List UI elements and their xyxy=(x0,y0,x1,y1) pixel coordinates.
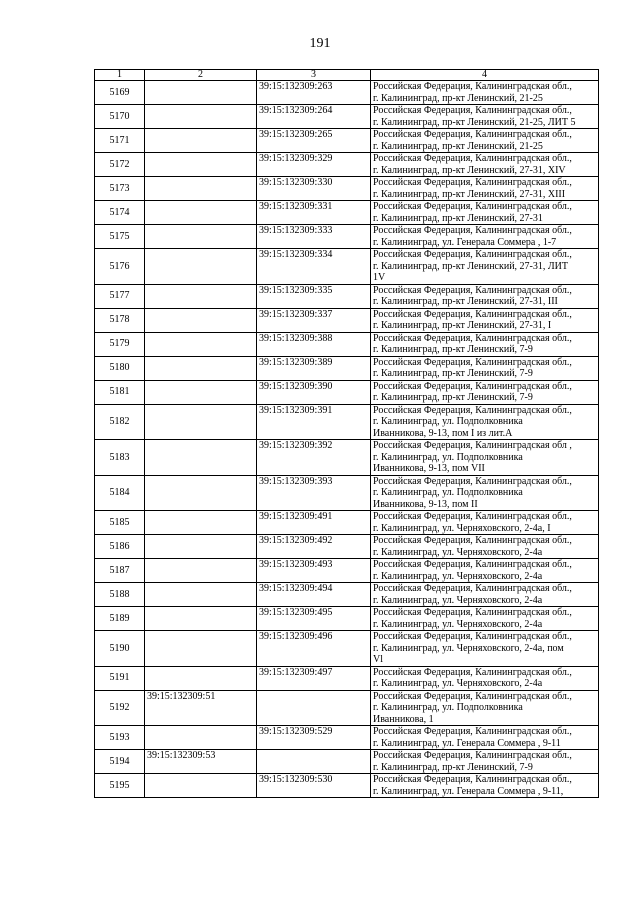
table-row xyxy=(95,356,599,380)
table-row xyxy=(95,690,599,726)
table-row xyxy=(95,631,599,667)
row-number-cell: 5190 xyxy=(95,631,145,667)
address-cell: Российская Федерация, Калининградская обл., г. Калининград, ул. Генерала Соммера , 1-7 xyxy=(371,225,599,249)
column-header: 2 xyxy=(145,70,257,81)
col2-cadastral-cell xyxy=(145,607,257,631)
table-row xyxy=(95,583,599,607)
table-row xyxy=(95,225,599,249)
col2-cadastral-cell xyxy=(145,380,257,404)
cadastral-number-cell: 39:15:132309:494 xyxy=(257,583,371,607)
cadastral-number-cell: 39:15:132309:337 xyxy=(257,308,371,332)
table-row xyxy=(95,666,599,690)
col2-cadastral-cell xyxy=(145,583,257,607)
col2-cadastral-cell xyxy=(145,511,257,535)
cadastral-number-cell: 39:15:132309:491 xyxy=(257,511,371,535)
cadastral-number-cell: 39:15:132309:391 xyxy=(257,404,371,440)
cadastral-number-cell: 39:15:132309:331 xyxy=(257,201,371,225)
row-number-cell: 5185 xyxy=(95,511,145,535)
row-number-cell: 5175 xyxy=(95,225,145,249)
column-header: 1 xyxy=(95,70,145,81)
table-row xyxy=(95,607,599,631)
col2-cadastral-cell xyxy=(145,308,257,332)
row-number-cell: 5170 xyxy=(95,105,145,129)
address-cell: Российская Федерация, Калининградская обл., г. Калининград, пр-кт Ленинский, 27-31, III xyxy=(371,284,599,308)
address-cell: Российская Федерация, Калининградская обл., г. Калининград, пр-кт Ленинский, 27-31, XIII xyxy=(371,177,599,201)
cadastral-number-cell: 39:15:132309:263 xyxy=(257,81,371,105)
address-cell: Российская Федерация, Калининградская обл., г. Калининград, ул. Подполковника Иванникова, 9-13, пом I из лит.А xyxy=(371,404,599,440)
row-number-cell: 5194 xyxy=(95,750,145,774)
row-number-cell: 5182 xyxy=(95,404,145,440)
col2-cadastral-cell xyxy=(145,249,257,285)
address-cell: Российская Федерация, Калининградская обл., г. Калининград, ул. Черняховского, 2-4а xyxy=(371,559,599,583)
cadastral-number-cell: 39:15:132309:393 xyxy=(257,475,371,511)
address-cell: Российская Федерация, Калининградская обл., г. Калининград, пр-кт Ленинский, 27-31, ЛИТ 1V xyxy=(371,249,599,285)
row-number-cell: 5174 xyxy=(95,201,145,225)
row-number-cell: 5180 xyxy=(95,356,145,380)
table-row xyxy=(95,475,599,511)
address-cell: Российская Федерация, Калининградская обл., г. Калининград, пр-кт Ленинский, 7-9 xyxy=(371,356,599,380)
row-number-cell: 5183 xyxy=(95,440,145,476)
table-row xyxy=(95,440,599,476)
col2-cadastral-cell xyxy=(145,475,257,511)
table-row xyxy=(95,105,599,129)
col2-cadastral-cell xyxy=(145,404,257,440)
address-cell: Российская Федерация, Калининградская обл., г. Калининград, ул. Подполковника Иванникова, 1 xyxy=(371,690,599,726)
cadastral-number-cell: 39:15:132309:329 xyxy=(257,153,371,177)
col2-cadastral-cell xyxy=(145,356,257,380)
registry-table xyxy=(94,69,599,798)
row-number-cell: 5195 xyxy=(95,774,145,798)
row-number-cell: 5188 xyxy=(95,583,145,607)
table-row xyxy=(95,750,599,774)
table-row xyxy=(95,153,599,177)
address-cell: Российская Федерация, Калининградская обл., г. Калининград, ул. Черняховского, 2-4а xyxy=(371,607,599,631)
table-row xyxy=(95,774,599,798)
cadastral-number-cell: 39:15:132309:390 xyxy=(257,380,371,404)
col2-cadastral-cell xyxy=(145,153,257,177)
row-number-cell: 5172 xyxy=(95,153,145,177)
row-number-cell: 5193 xyxy=(95,726,145,750)
table-row xyxy=(95,511,599,535)
table-row xyxy=(95,726,599,750)
cadastral-number-cell: 39:15:132309:492 xyxy=(257,535,371,559)
address-cell: Российская Федерация, Калининградская обл., г. Калининград, пр-кт Ленинский, 7-9 xyxy=(371,750,599,774)
col2-cadastral-cell xyxy=(145,631,257,667)
col2-cadastral-cell xyxy=(145,105,257,129)
row-number-cell: 5169 xyxy=(95,81,145,105)
cadastral-number-cell: 39:15:132309:496 xyxy=(257,631,371,667)
cadastral-number-cell: 39:15:132309:333 xyxy=(257,225,371,249)
col2-cadastral-cell xyxy=(145,284,257,308)
row-number-cell: 5177 xyxy=(95,284,145,308)
row-number-cell: 5186 xyxy=(95,535,145,559)
col2-cadastral-cell xyxy=(145,225,257,249)
table-row xyxy=(95,81,599,105)
row-number-cell: 5191 xyxy=(95,666,145,690)
cadastral-number-cell xyxy=(257,750,371,774)
table-row xyxy=(95,535,599,559)
column-header: 4 xyxy=(371,70,599,81)
address-cell: Российская Федерация, Калининградская обл., г. Калининград, ул. Черняховского, 2-4а, I xyxy=(371,511,599,535)
col2-cadastral-cell xyxy=(145,666,257,690)
col2-cadastral-cell: 39:15:132309:51 xyxy=(145,690,257,726)
address-cell: Российская Федерация, Калининградская обл., г. Калининград, пр-кт Ленинский, 7-9 xyxy=(371,380,599,404)
row-number-cell: 5187 xyxy=(95,559,145,583)
address-cell: Российская Федерация, Калининградская обл., г. Калининград, пр-кт Ленинский, 21-25 xyxy=(371,81,599,105)
col2-cadastral-cell xyxy=(145,726,257,750)
cadastral-number-cell xyxy=(257,690,371,726)
address-cell: Российская Федерация, Калининградская обл., г. Калининград, пр-кт Ленинский, 27-31, I xyxy=(371,308,599,332)
row-number-cell: 5178 xyxy=(95,308,145,332)
row-number-cell: 5176 xyxy=(95,249,145,285)
address-cell: Российская Федерация, Калининградская обл., г. Калининград, ул. Черняховского, 2-4а xyxy=(371,666,599,690)
cadastral-number-cell: 39:15:132309:495 xyxy=(257,607,371,631)
row-number-cell: 5192 xyxy=(95,690,145,726)
address-cell: Российская Федерация, Калининградская обл., г. Калининград, ул. Генерала Соммера , 9-11 xyxy=(371,726,599,750)
cadastral-number-cell: 39:15:132309:388 xyxy=(257,332,371,356)
address-cell: Российская Федерация, Калининградская обл., г. Калининград, пр-кт Ленинский, 7-9 xyxy=(371,332,599,356)
cadastral-number-cell: 39:15:132309:530 xyxy=(257,774,371,798)
cadastral-number-cell: 39:15:132309:330 xyxy=(257,177,371,201)
col2-cadastral-cell xyxy=(145,201,257,225)
cadastral-number-cell: 39:15:132309:335 xyxy=(257,284,371,308)
address-cell: Российская Федерация, Калининградская обл., г. Калининград, пр-кт Ленинский, 27-31 xyxy=(371,201,599,225)
address-cell: Российская Федерация, Калининградская обл., г. Калининград, пр-кт Ленинский, 21-25 xyxy=(371,129,599,153)
table-row xyxy=(95,308,599,332)
table-row xyxy=(95,284,599,308)
table-row xyxy=(95,380,599,404)
table-header-row xyxy=(95,70,599,81)
address-cell: Российская Федерация, Калининградская обл., г. Калининград, пр-кт Ленинский, 21-25, ЛИТ 5 xyxy=(371,105,599,129)
row-number-cell: 5173 xyxy=(95,177,145,201)
column-header: 3 xyxy=(257,70,371,81)
cadastral-number-cell: 39:15:132309:493 xyxy=(257,559,371,583)
cadastral-number-cell: 39:15:132309:264 xyxy=(257,105,371,129)
col2-cadastral-cell xyxy=(145,129,257,153)
row-number-cell: 5181 xyxy=(95,380,145,404)
table-row xyxy=(95,249,599,285)
table-row xyxy=(95,404,599,440)
cadastral-number-cell: 39:15:132309:389 xyxy=(257,356,371,380)
col2-cadastral-cell xyxy=(145,535,257,559)
address-cell: Российская Федерация, Калининградская обл., г. Калининград, ул. Черняховского, 2-4а xyxy=(371,583,599,607)
address-cell: Российская Федерация, Калининградская обл., г. Калининград, пр-кт Ленинский, 27-31, XIV xyxy=(371,153,599,177)
row-number-cell: 5179 xyxy=(95,332,145,356)
row-number-cell: 5189 xyxy=(95,607,145,631)
cadastral-number-cell: 39:15:132309:529 xyxy=(257,726,371,750)
table-row xyxy=(95,201,599,225)
address-cell: Российская Федерация, Калининградская обл., г. Калининград, ул. Черняховского, 2-4а, пом Vl xyxy=(371,631,599,667)
row-number-cell: 5171 xyxy=(95,129,145,153)
cadastral-number-cell: 39:15:132309:497 xyxy=(257,666,371,690)
col2-cadastral-cell xyxy=(145,81,257,105)
address-cell: Российская Федерация, Калининградская обл , г. Калининград, ул. Подполковника Иванникова, 9-13, пом VII xyxy=(371,440,599,476)
col2-cadastral-cell xyxy=(145,440,257,476)
col2-cadastral-cell xyxy=(145,332,257,356)
table-row xyxy=(95,559,599,583)
col2-cadastral-cell: 39:15:132309:53 xyxy=(145,750,257,774)
page-number: 191 xyxy=(309,36,331,51)
table-row xyxy=(95,332,599,356)
row-number-cell: 5184 xyxy=(95,475,145,511)
cadastral-number-cell: 39:15:132309:392 xyxy=(257,440,371,476)
cadastral-number-cell: 39:15:132309:265 xyxy=(257,129,371,153)
table-row xyxy=(95,129,599,153)
address-cell: Российская Федерация, Калининградская обл., г. Калининград, ул. Подполковника Иванникова, 9-13, пом II xyxy=(371,475,599,511)
col2-cadastral-cell xyxy=(145,774,257,798)
col2-cadastral-cell xyxy=(145,177,257,201)
address-cell: Российская Федерация, Калининградская обл., г. Калининград, ул. Черняховского, 2-4а xyxy=(371,535,599,559)
address-cell: Российская Федерация, Калининградская обл., г. Калининград, ул. Генерала Соммера , 9-11, xyxy=(371,774,599,798)
table-row xyxy=(95,177,599,201)
cadastral-number-cell: 39:15:132309:334 xyxy=(257,249,371,285)
col2-cadastral-cell xyxy=(145,559,257,583)
